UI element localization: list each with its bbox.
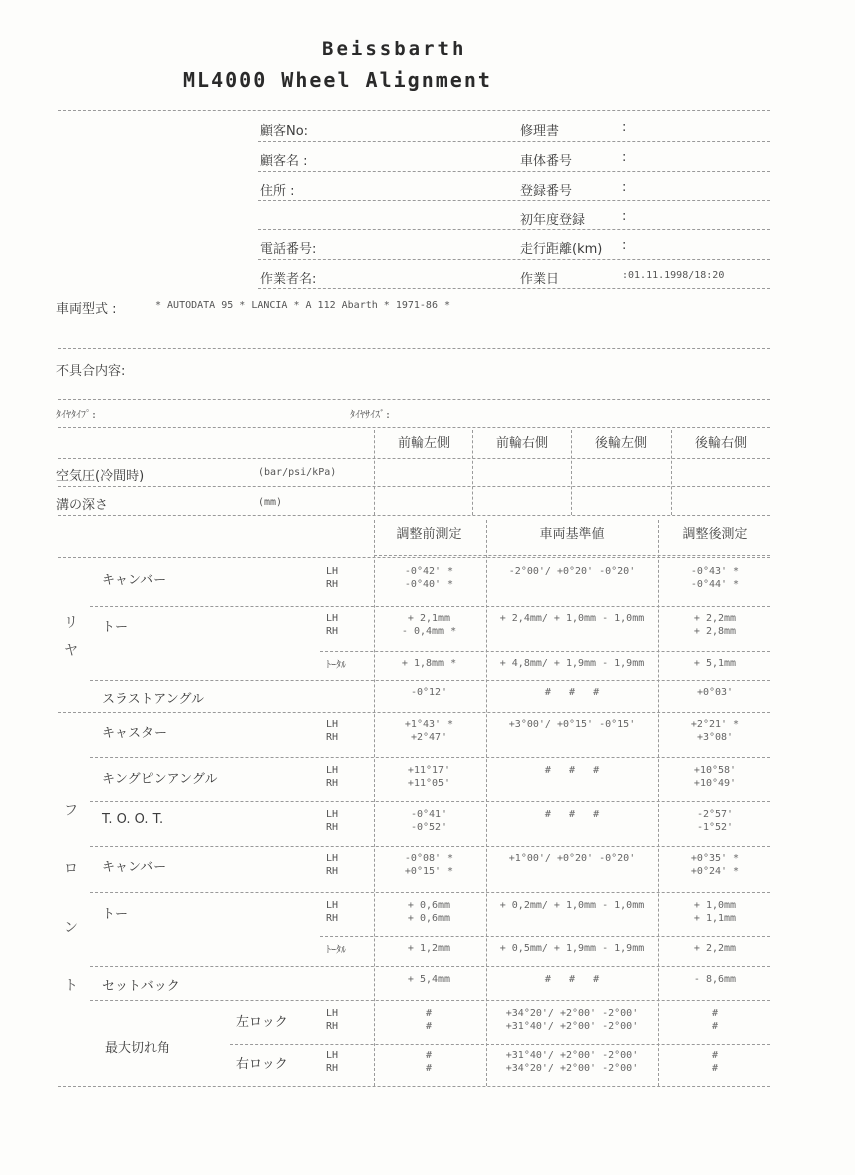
- row-after-3: +0°03': [696, 687, 734, 698]
- row-before-11: # #: [425, 1008, 433, 1032]
- row-spec-7: +1°00'/ +0°20' -0°20': [508, 853, 636, 864]
- col-front-left: 前輪左側: [397, 436, 450, 451]
- row-side-0: LH RH: [326, 566, 339, 590]
- row-after-7: +0°35' * +0°24' *: [690, 853, 740, 877]
- row-after-4: +2°21' * +3°08': [690, 719, 740, 743]
- row-spec-2: + 4,8mm/ + 1,9mm - 1,9mm: [499, 658, 645, 669]
- row-after-10: - 8,6mm: [693, 974, 737, 985]
- row-side-6: LH RH: [326, 809, 339, 833]
- customer-no-label: 顧客No:: [260, 124, 309, 139]
- row-after-5: +10°58' +10°49': [693, 765, 737, 789]
- header-before: 調整前測定: [396, 527, 462, 542]
- tire-size-label: ﾀｲﾔｻｲｽﾞ:: [350, 410, 392, 421]
- row-before-5: +11°17' +11°05': [407, 765, 451, 789]
- col-front-right: 前輪右側: [495, 436, 548, 451]
- tire-type-label: ﾀｲﾔﾀｲﾌﾟ:: [56, 410, 98, 421]
- row-spec-3: # # #: [544, 687, 600, 698]
- row-before-10: + 5,4mm: [407, 974, 451, 985]
- row-side-8: LH RH: [326, 900, 339, 924]
- row-before-9: + 1,2mm: [407, 943, 451, 954]
- first-registration-label: 初年度登録: [520, 213, 586, 228]
- row-spec-12: +31°40'/ +2°00' -2°00' +34°20'/ +2°00' -2°00': [505, 1050, 639, 1074]
- registration-no-label: 登録番号: [520, 184, 573, 199]
- tire-pressure-unit: (bar/psi/kPa): [258, 467, 337, 478]
- side-label-front-3: ン: [64, 920, 78, 936]
- address-label: 住所 :: [260, 184, 295, 199]
- col-rear-left: 後輪左側: [594, 436, 647, 451]
- row-after-6: -2°57' -1°52': [696, 809, 734, 833]
- row-spec-1: + 2,4mm/ + 1,0mm - 1,0mm: [499, 613, 645, 624]
- phone-label: 電話番号:: [260, 242, 317, 257]
- chassis-no-label: 車体番号: [520, 154, 573, 169]
- defect-label: 不具合内容:: [56, 364, 126, 379]
- repair-order-label: 修理書: [520, 124, 560, 139]
- tread-depth-label: 溝の深さ: [56, 498, 109, 513]
- row-side-12: LH RH: [326, 1050, 339, 1074]
- row-label-6: T. O. O. T.: [102, 812, 164, 827]
- row-spec-11: +34°20'/ +2°00' -2°00' +31°40'/ +2°00' -2°00': [505, 1008, 639, 1032]
- row-label-3: スラストアングル: [102, 692, 205, 707]
- vehicle-type-label: 車両型式 :: [56, 302, 117, 317]
- row-label-1: トー: [102, 620, 129, 635]
- chassis-no-value: :: [622, 150, 627, 165]
- row-before-12: # #: [425, 1050, 433, 1074]
- row-before-2: + 1,8mm *: [401, 658, 457, 669]
- row-label-8: トー: [102, 907, 129, 922]
- row-spec-0: -2°00'/ +0°20' -0°20': [508, 566, 636, 577]
- vehicle-type-value: * AUTODATA 95 * LANCIA * A 112 Abarth * 1971-86 *: [155, 300, 451, 311]
- side-label-front-1: フ: [64, 803, 78, 819]
- row-side-11: LH RH: [326, 1008, 339, 1032]
- row-before-1: + 2,1mm - 0,4mm *: [401, 613, 457, 637]
- row-after-11: # #: [711, 1008, 719, 1032]
- mileage-label: 走行距離(km): [520, 242, 603, 257]
- row-after-1: + 2,2mm + 2,8mm: [693, 613, 737, 637]
- col-rear-right: 後輪右側: [694, 436, 747, 451]
- header-spec: 車両基準値: [539, 527, 605, 542]
- side-label-rear-1: リ: [64, 615, 78, 631]
- row-spec-4: +3°00'/ +0°15' -0°15': [508, 719, 636, 730]
- row-label-11: 左ロック: [236, 1015, 288, 1030]
- side-label-front-4: ト: [64, 978, 78, 994]
- row-before-4: +1°43' * +2°47': [404, 719, 454, 743]
- row-before-0: -0°42' * -0°40' *: [404, 566, 454, 590]
- row-side-9: ﾄｰﾀﾙ: [326, 945, 346, 956]
- header-after: 調整後測定: [682, 527, 748, 542]
- row-after-12: # #: [711, 1050, 719, 1074]
- row-after-0: -0°43' * -0°44' *: [690, 566, 740, 590]
- document-title: ML4000 Wheel Alignment: [183, 68, 492, 92]
- side-label-front-2: ロ: [64, 861, 78, 877]
- row-before-3: -0°12': [410, 687, 448, 698]
- registration-no-value: :: [622, 180, 627, 195]
- work-date-value: :01.11.1998/18:20: [622, 270, 725, 281]
- row-side-7: LH RH: [326, 853, 339, 877]
- row-after-9: + 2,2mm: [693, 943, 737, 954]
- row-side-4: LH RH: [326, 719, 339, 743]
- row-side-2: ﾄｰﾀﾙ: [326, 660, 346, 671]
- first-registration-value: :: [622, 209, 627, 224]
- row-spec-10: # # #: [544, 974, 600, 985]
- mileage-value: :: [622, 238, 627, 253]
- row-before-8: + 0,6mm + 0,6mm: [407, 900, 451, 924]
- row-label-0: キャンバー: [102, 573, 167, 588]
- operator-label: 作業者名:: [260, 272, 317, 287]
- row-label-4: キャスター: [102, 726, 168, 741]
- row-label-10: セットバック: [102, 979, 180, 994]
- row-side-5: LH RH: [326, 765, 339, 789]
- repair-order-value: :: [622, 120, 627, 135]
- side-label-rear-2: ヤ: [64, 643, 78, 659]
- row-spec-9: + 0,5mm/ + 1,9mm - 1,9mm: [499, 943, 645, 954]
- max-steer-label: 最大切れ角: [105, 1041, 171, 1056]
- customer-name-label: 顧客名 :: [260, 154, 308, 169]
- row-before-6: -0°41' -0°52': [410, 809, 448, 833]
- row-spec-5: # # #: [544, 765, 600, 776]
- row-after-8: + 1,0mm + 1,1mm: [693, 900, 737, 924]
- row-side-1: LH RH: [326, 613, 339, 637]
- tread-depth-unit: (mm): [258, 497, 283, 508]
- tire-pressure-label: 空気圧(冷間時): [56, 469, 145, 484]
- row-label-5: キングピンアングル: [102, 772, 218, 787]
- work-date-label: 作業日: [520, 272, 560, 287]
- row-after-2: + 5,1mm: [693, 658, 737, 669]
- row-spec-8: + 0,2mm/ + 1,0mm - 1,0mm: [499, 900, 645, 911]
- row-label-12: 右ロック: [236, 1057, 288, 1072]
- row-spec-6: # # #: [544, 809, 600, 820]
- brand-title: Beissbarth: [322, 38, 467, 60]
- row-label-7: キャンバー: [102, 860, 167, 875]
- row-before-7: -0°08' * +0°15' *: [404, 853, 454, 877]
